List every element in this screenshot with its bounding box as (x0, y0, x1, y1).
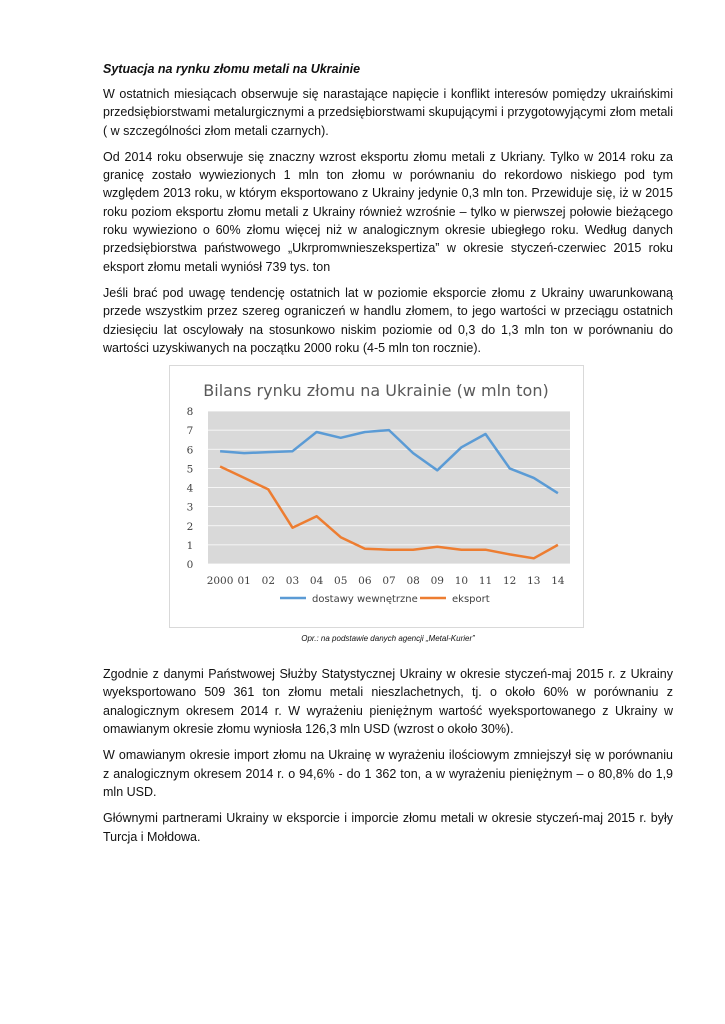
y-tick-label: 6 (186, 444, 194, 457)
y-tick-label: 2 (186, 520, 194, 533)
paragraph-6: Głównymi partnerami Ukrainy w eksporcie i imporcie złomu metali w okresie styczeń-maj 2015 r. były Turcja i Mołdowa. (103, 811, 673, 844)
chart-container (169, 365, 584, 628)
x-tick-label: 2000 (206, 575, 234, 588)
x-tick-label: 09 (430, 575, 444, 588)
y-tick-label: 8 (186, 406, 194, 419)
paragraph-4: Zgodnie z danymi Państwowej Służby Statystycznej Ukrainy w okresie styczeń-maj 2015 r. z Ukrainy wyeksportowano 509 361 ton złomu metali nieszlachetnych, tj. o około 60% w porównaniu z analogicznym okresem 2014 r. W wyrażeniu pieniężnym wartość wyeksportowanego z Ukrainy w omawianym okresie złomu wyniosła 126,3 mln USD (wzrost o około 30%). (103, 667, 673, 737)
y-tick-label: 5 (186, 463, 194, 476)
paragraph-5: W omawianym okresie import złomu na Ukrainę w wyrażeniu ilościowym zmniejszył się w porównaniu z analogicznym okresem 2014 r. o 94,6% - do 1 362 ton, a w wyrażeniu pieniężnym – o 80,8% do 1,9 mln USD. (103, 748, 673, 799)
x-tick-label: 04 (309, 575, 324, 588)
x-tick-label: 12 (502, 575, 517, 588)
x-tick-label: 10 (454, 575, 469, 588)
legend-label: eksport (452, 594, 490, 606)
x-tick-label: 01 (237, 575, 251, 588)
y-tick-label: 4 (186, 482, 194, 495)
x-tick-label: 13 (527, 575, 541, 588)
y-tick-label: 1 (186, 540, 194, 553)
x-tick-label: 11 (478, 575, 493, 588)
x-tick-label: 14 (551, 575, 565, 588)
x-tick-label: 06 (358, 575, 372, 588)
line-chart (170, 366, 583, 627)
x-tick-label: 02 (261, 575, 276, 588)
x-tick-label: 03 (285, 575, 300, 588)
paragraph-3: Jeśli brać pod uwagę tendencję ostatnich lat w poziomie eksporcie złomu z Ukrainy uwarunkowaną przede wszystkim przez szereg ograniczeń w handlu złomem, to jego wartości w przeciągu ostatnich dziesięciu lat oscylowały na stosunkowo niskim poziomie od 0,3 do 1,3 mln ton w porównaniu do wartości uzyskiwanych na początku 2000 roku (4-5 mln ton rocznie). (103, 285, 673, 355)
chart-title: Bilans rynku złomu na Ukrainie (w mln ton) (203, 381, 549, 401)
x-tick-label: 07 (382, 575, 396, 588)
chart-caption: Opr.: na podstawie danych agencji „Metal-Kurier” (301, 634, 475, 644)
legend-label: dostawy wewnętrzne (312, 594, 418, 606)
paragraph-2: Od 2014 roku obserwuje się znaczny wzrost eksportu złomu metali z Ukriany. Tylko w 2014 roku za granicę zostało wywiezionych 1 mln ton złomu w porównaniu do rekordowo niskiego pod tym względem 2013 roku, w którym eksportowano z Ukrainy jedynie 0,3 mln ton. Przewiduje się, iż w 2015 roku poziom eksportu złomu metali z Ukrainy również wzrośnie – tylko w pierwszej połowie bieżącego roku wywieziono o 60% złomu więcej niż w analogicznym okresie ubiegłego roku. Według danych przedsiębiorstwa państwowego „Ukrpromwnieszekspertiza” w okresie styczeń-czerwiec 2015 roku eksport złomu metali wyniósł 739 tys. ton (103, 149, 673, 274)
y-tick-label: 0 (186, 559, 194, 572)
paragraph-1: W ostatnich miesiącach obserwuje się narastające napięcie i konflikt interesów pomiędzy ukraińskimi przedsiębiorstwami metalurgicznymi a przedsiębiorstwami skupującymi i przygotowyjącymi złom metali ( w szczególności złom metali czarnych). (103, 87, 673, 138)
document-heading: Sytuacja na rynku złomu metali na Ukrainie (103, 62, 361, 76)
y-tick-label: 7 (186, 425, 194, 438)
y-tick-label: 3 (186, 501, 194, 514)
document-page (103, 60, 673, 854)
x-tick-label: 05 (334, 575, 348, 588)
x-tick-label: 08 (406, 575, 420, 588)
